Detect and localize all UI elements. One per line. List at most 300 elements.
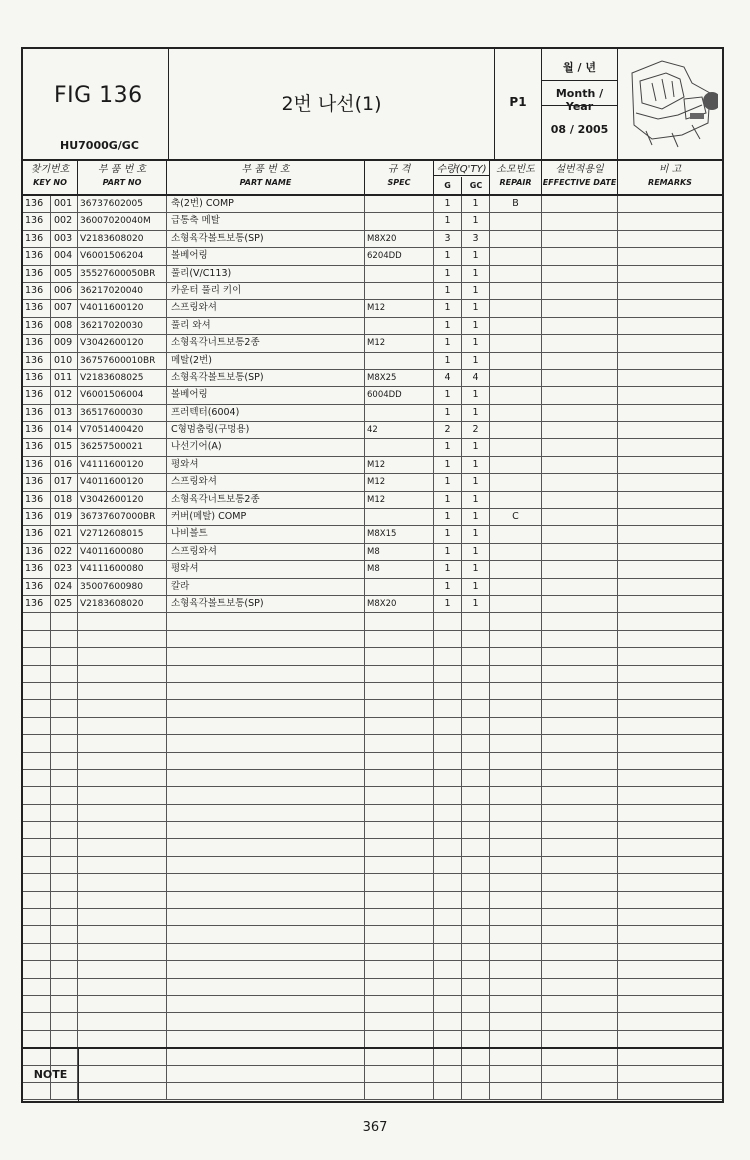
table-cell <box>434 892 462 908</box>
table-cell: 024 <box>51 579 78 595</box>
table-cell: 4 <box>462 370 490 386</box>
table-row <box>23 613 722 630</box>
table-cell: V4011600080 <box>78 544 167 560</box>
table-cell <box>78 631 167 647</box>
table-cell: V3042600120 <box>78 492 167 508</box>
table-cell: 010 <box>51 353 78 369</box>
table-cell <box>490 492 542 508</box>
table-cell <box>542 266 618 282</box>
table-cell <box>618 387 722 403</box>
table-cell <box>490 526 542 542</box>
table-cell <box>365 579 434 595</box>
table-cell <box>23 892 51 908</box>
table-cell: 1 <box>462 353 490 369</box>
table-cell <box>23 753 51 769</box>
table-row <box>23 387 722 404</box>
note-label: NOTE <box>23 1049 79 1101</box>
table-cell <box>542 892 618 908</box>
table-cell <box>51 979 78 995</box>
table-cell: 016 <box>51 457 78 473</box>
table-cell: 136 <box>23 283 51 299</box>
table-cell: 1 <box>434 526 462 542</box>
table-cell <box>434 944 462 960</box>
table-cell <box>542 231 618 247</box>
table-cell <box>490 631 542 647</box>
table-cell: 136 <box>23 457 51 473</box>
table-cell <box>434 857 462 873</box>
table-cell <box>434 1031 462 1047</box>
table-cell <box>23 648 51 664</box>
table-cell <box>78 1031 167 1047</box>
table-cell: 136 <box>23 300 51 316</box>
table-cell: 1 <box>434 213 462 229</box>
table-cell <box>365 683 434 699</box>
table-cell <box>365 666 434 682</box>
model-name: HU7000G/GC <box>60 139 139 152</box>
table-cell <box>365 979 434 995</box>
table-cell: 풀리(V/C113) <box>167 266 365 282</box>
table-cell <box>462 787 490 803</box>
table-row <box>23 196 722 213</box>
table-cell <box>542 787 618 803</box>
table-cell <box>23 926 51 942</box>
table-cell <box>618 405 722 421</box>
table-cell: 023 <box>51 561 78 577</box>
table-cell <box>167 961 365 977</box>
table-cell: 136 <box>23 422 51 438</box>
table-cell <box>490 266 542 282</box>
table-cell <box>542 457 618 473</box>
table-cell <box>542 857 618 873</box>
table-cell <box>434 648 462 664</box>
table-cell <box>490 1013 542 1029</box>
table-cell <box>542 596 618 612</box>
table-cell: 나선기어(A) <box>167 439 365 455</box>
table-row <box>23 683 722 700</box>
table-cell <box>490 996 542 1012</box>
table-cell <box>51 613 78 629</box>
table-cell <box>51 787 78 803</box>
month-year-ko: 월 / 년 <box>563 61 596 74</box>
table-row <box>23 648 722 665</box>
table-cell: 메탈(2번) <box>167 353 365 369</box>
table-cell <box>365 509 434 525</box>
table-cell <box>618 874 722 890</box>
table-cell <box>542 492 618 508</box>
table-cell <box>51 1013 78 1029</box>
table-cell <box>618 561 722 577</box>
table-cell: M8X20 <box>365 596 434 612</box>
table-cell: 1 <box>462 283 490 299</box>
table-cell: 136 <box>23 231 51 247</box>
table-cell <box>23 631 51 647</box>
table-cell: V2183608020 <box>78 596 167 612</box>
table-cell <box>23 909 51 925</box>
table-row <box>23 596 722 613</box>
table-cell: 136 <box>23 335 51 351</box>
table-cell <box>365 718 434 734</box>
table-cell <box>23 996 51 1012</box>
table-cell <box>618 439 722 455</box>
table-cell <box>490 613 542 629</box>
table-cell <box>618 700 722 716</box>
table-cell <box>490 857 542 873</box>
table-cell <box>490 318 542 334</box>
table-cell <box>434 700 462 716</box>
table-cell: 136 <box>23 579 51 595</box>
table-cell: 002 <box>51 213 78 229</box>
table-cell <box>51 944 78 960</box>
table-cell: 소형육각볼트보통(SP) <box>167 231 365 247</box>
table-cell <box>167 822 365 838</box>
table-cell: 1 <box>462 474 490 490</box>
table-cell: 008 <box>51 318 78 334</box>
table-row <box>23 735 722 752</box>
table-cell <box>434 666 462 682</box>
table-cell <box>78 909 167 925</box>
table-cell <box>490 579 542 595</box>
table-cell: 013 <box>51 405 78 421</box>
table-cell: 136 <box>23 353 51 369</box>
table-cell <box>542 944 618 960</box>
table-cell: 001 <box>51 196 78 212</box>
table-cell <box>462 683 490 699</box>
table-cell: 36217020030 <box>78 318 167 334</box>
table-cell <box>618 909 722 925</box>
table-cell <box>618 892 722 908</box>
table-cell <box>618 648 722 664</box>
table-cell <box>490 231 542 247</box>
month-year-en: Month / Year <box>555 87 604 113</box>
table-row <box>23 700 722 717</box>
table-cell: 36007020040M <box>78 213 167 229</box>
table-cell <box>78 839 167 855</box>
table-cell <box>542 753 618 769</box>
table-cell: 소형육각너트보통2종 <box>167 492 365 508</box>
table-cell: B <box>490 196 542 212</box>
table-cell <box>78 892 167 908</box>
table-cell <box>23 683 51 699</box>
table-cell <box>490 961 542 977</box>
table-cell: 1 <box>462 213 490 229</box>
table-cell <box>542 683 618 699</box>
table-cell <box>51 753 78 769</box>
qty-header: 수량(Q'TY) G GC <box>434 159 490 194</box>
table-cell: 스프링와셔 <box>167 474 365 490</box>
table-cell: 소형육각볼트보통(SP) <box>167 370 365 386</box>
table-cell <box>542 405 618 421</box>
table-cell <box>618 509 722 525</box>
table-cell <box>365 892 434 908</box>
page-label: P1 <box>509 95 527 109</box>
table-cell <box>618 213 722 229</box>
table-cell: 1 <box>462 457 490 473</box>
table-cell <box>462 961 490 977</box>
table-cell <box>618 718 722 734</box>
table-cell: 평와셔 <box>167 561 365 577</box>
table-cell <box>365 318 434 334</box>
table-cell <box>490 839 542 855</box>
effective-date-header: 설번적용일 EFFECTIVE DATE <box>542 159 618 194</box>
table-cell <box>23 874 51 890</box>
table-cell <box>542 387 618 403</box>
part-name-header: 부 품 번 호 PART NAME <box>167 159 365 194</box>
table-cell <box>618 787 722 803</box>
table-cell <box>434 1013 462 1029</box>
table-cell <box>365 874 434 890</box>
table-cell <box>490 753 542 769</box>
table-cell <box>542 735 618 751</box>
table-cell: M8 <box>365 544 434 560</box>
table-row <box>23 335 722 352</box>
table-cell: M8 <box>365 561 434 577</box>
table-cell <box>618 1031 722 1047</box>
table-cell <box>51 666 78 682</box>
table-cell <box>490 944 542 960</box>
table-cell <box>490 544 542 560</box>
table-cell <box>167 926 365 942</box>
table-cell <box>462 996 490 1012</box>
table-cell: V2183608020 <box>78 231 167 247</box>
table-cell: 012 <box>51 387 78 403</box>
table-cell <box>542 648 618 664</box>
table-cell <box>490 735 542 751</box>
table-cell <box>51 909 78 925</box>
table-cell <box>434 822 462 838</box>
table-cell <box>462 822 490 838</box>
fig-number: FIG 136 <box>54 83 143 108</box>
table-cell <box>78 944 167 960</box>
table-cell: 평와셔 <box>167 457 365 473</box>
table-cell <box>462 666 490 682</box>
table-cell <box>167 613 365 629</box>
table-cell: 36757600010BR <box>78 353 167 369</box>
table-cell <box>618 353 722 369</box>
table-cell <box>51 683 78 699</box>
table-cell: 011 <box>51 370 78 386</box>
table-cell <box>51 718 78 734</box>
table-cell: 136 <box>23 544 51 560</box>
table-cell <box>462 805 490 821</box>
table-cell: 136 <box>23 318 51 334</box>
table-cell: 007 <box>51 300 78 316</box>
table-cell <box>462 979 490 995</box>
table-cell <box>51 805 78 821</box>
table-cell <box>542 439 618 455</box>
table-cell: 1 <box>434 439 462 455</box>
table-cell: 136 <box>23 492 51 508</box>
table-cell <box>167 944 365 960</box>
table-cell <box>462 944 490 960</box>
table-cell: V4111600080 <box>78 561 167 577</box>
table-cell <box>542 353 618 369</box>
table-cell <box>434 996 462 1012</box>
table-cell: V2712608015 <box>78 526 167 542</box>
table-cell <box>462 1013 490 1029</box>
table-cell: 1 <box>462 196 490 212</box>
table-cell <box>434 874 462 890</box>
table-cell: 136 <box>23 248 51 264</box>
table-cell <box>618 979 722 995</box>
table-row <box>23 926 722 943</box>
diagram-cell <box>618 49 722 159</box>
table-cell <box>542 509 618 525</box>
table-row <box>23 753 722 770</box>
table-cell <box>542 666 618 682</box>
table-cell: 4 <box>434 370 462 386</box>
table-cell <box>490 874 542 890</box>
table-cell <box>490 718 542 734</box>
table-cell <box>51 839 78 855</box>
table-cell <box>490 283 542 299</box>
table-cell <box>365 266 434 282</box>
table-cell <box>462 857 490 873</box>
table-cell: 1 <box>434 335 462 351</box>
table-row <box>23 631 722 648</box>
table-cell: 2 <box>434 422 462 438</box>
table-cell <box>618 770 722 786</box>
table-cell <box>618 1013 722 1029</box>
table-cell: V6001506204 <box>78 248 167 264</box>
table-cell: V6001506004 <box>78 387 167 403</box>
table-cell <box>542 544 618 560</box>
table-cell <box>490 700 542 716</box>
table-cell <box>167 839 365 855</box>
table-cell: 021 <box>51 526 78 542</box>
table-row <box>23 857 722 874</box>
table-row <box>23 370 722 387</box>
table-cell <box>618 474 722 490</box>
table-cell: M12 <box>365 300 434 316</box>
table-cell <box>618 631 722 647</box>
table-cell <box>542 926 618 942</box>
table-cell: 나비볼트 <box>167 526 365 542</box>
table-cell <box>542 422 618 438</box>
table-row <box>23 839 722 856</box>
table-cell <box>51 926 78 942</box>
table-cell <box>365 822 434 838</box>
table-cell <box>23 787 51 803</box>
table-cell: 커버(메탈) COMP <box>167 509 365 525</box>
table-cell <box>78 874 167 890</box>
spec-header: 규 격 SPEC <box>365 159 434 194</box>
table-cell: M12 <box>365 492 434 508</box>
table-cell <box>167 666 365 682</box>
table-row <box>23 266 722 283</box>
table-cell <box>23 839 51 855</box>
table-cell <box>78 822 167 838</box>
table-cell: 풀리 와셔 <box>167 318 365 334</box>
table-cell <box>490 387 542 403</box>
table-cell <box>462 1031 490 1047</box>
table-cell: 소형육각너트보통2종 <box>167 335 365 351</box>
table-cell <box>167 718 365 734</box>
table-cell: C형멈춤링(구멍용) <box>167 422 365 438</box>
sheet-header <box>23 49 722 161</box>
combine-harvester-icon <box>622 53 718 153</box>
table-row <box>23 248 722 265</box>
table-cell <box>542 909 618 925</box>
table-cell: 136 <box>23 526 51 542</box>
table-cell: 017 <box>51 474 78 490</box>
table-cell: V4111600120 <box>78 457 167 473</box>
table-cell <box>434 979 462 995</box>
table-cell: 36217020040 <box>78 283 167 299</box>
table-cell <box>51 874 78 890</box>
table-cell <box>434 735 462 751</box>
table-cell <box>618 683 722 699</box>
table-row <box>23 300 722 317</box>
table-cell <box>23 700 51 716</box>
table-row <box>23 909 722 926</box>
table-cell: 3 <box>462 231 490 247</box>
table-cell <box>167 753 365 769</box>
table-row <box>23 892 722 909</box>
table-cell: 1 <box>462 492 490 508</box>
table-cell: 009 <box>51 335 78 351</box>
table-cell: 136 <box>23 387 51 403</box>
table-cell <box>490 300 542 316</box>
table-cell <box>167 805 365 821</box>
table-cell <box>23 718 51 734</box>
table-cell <box>78 700 167 716</box>
table-cell <box>542 318 618 334</box>
table-cell <box>462 770 490 786</box>
table-cell <box>618 753 722 769</box>
table-row <box>23 213 722 230</box>
table-row <box>23 874 722 891</box>
parts-table-body <box>23 196 722 1100</box>
table-cell <box>618 857 722 873</box>
table-cell: 1 <box>434 544 462 560</box>
table-cell <box>51 822 78 838</box>
table-cell: 025 <box>51 596 78 612</box>
table-cell <box>365 353 434 369</box>
table-cell <box>434 613 462 629</box>
table-cell: 1 <box>434 300 462 316</box>
table-cell <box>462 753 490 769</box>
table-cell <box>618 196 722 212</box>
table-cell <box>23 613 51 629</box>
table-cell <box>490 787 542 803</box>
table-cell <box>434 787 462 803</box>
table-cell <box>490 683 542 699</box>
table-cell: M12 <box>365 335 434 351</box>
title-cell <box>169 49 495 159</box>
table-row <box>23 1013 722 1030</box>
table-cell <box>167 683 365 699</box>
table-cell: 6204DD <box>365 248 434 264</box>
table-cell <box>542 579 618 595</box>
table-cell <box>167 909 365 925</box>
table-cell <box>23 1031 51 1047</box>
table-cell <box>490 335 542 351</box>
table-row <box>23 422 722 439</box>
table-cell <box>542 979 618 995</box>
table-cell <box>618 335 722 351</box>
table-cell <box>365 1013 434 1029</box>
table-cell: 스프링와셔 <box>167 544 365 560</box>
table-cell <box>23 961 51 977</box>
table-cell: 136 <box>23 596 51 612</box>
table-cell <box>78 753 167 769</box>
table-cell <box>78 1013 167 1029</box>
table-cell: 스프링와셔 <box>167 300 365 316</box>
table-cell <box>618 996 722 1012</box>
table-row <box>23 666 722 683</box>
table-cell: M12 <box>365 457 434 473</box>
table-cell <box>618 422 722 438</box>
